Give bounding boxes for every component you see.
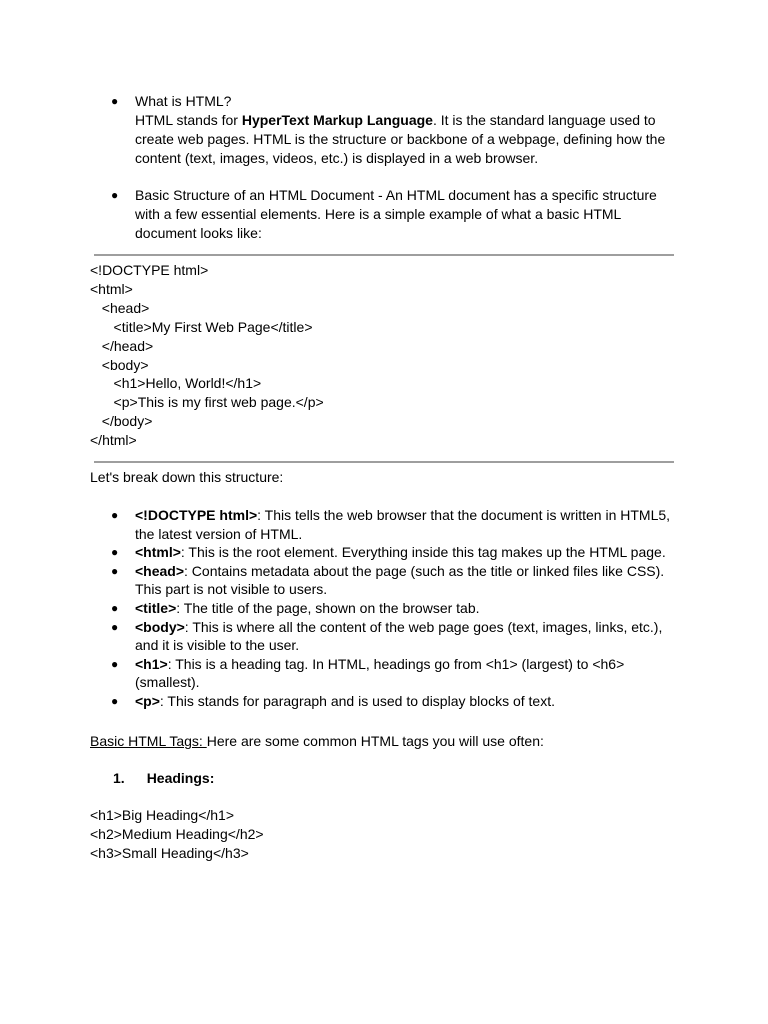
- code-line: <!DOCTYPE html>: [90, 262, 209, 278]
- numbered-item-label: Headings:: [146, 770, 215, 786]
- intro-body-text: HTML stands for: [135, 112, 242, 128]
- bullet-marker: ●: [111, 545, 119, 560]
- list-item: [111, 562, 671, 599]
- intro-body-text: . It is the standard language used to create web pages. HTML is the structure or backbone of a webpage, defining how the content (text, images, videos, etc.) is displayed in a web browser.: [135, 112, 666, 166]
- list-item: [111, 655, 671, 692]
- list-item: [111, 692, 671, 711]
- tag-name: <h1>: [135, 655, 168, 672]
- numbered-item-headings: [113, 769, 214, 788]
- bullet-marker: ●: [111, 508, 119, 522]
- code-line: <h1>Hello, World!</h1>: [98, 375, 262, 391]
- code-line: <h3>Small Heading</h3>: [90, 845, 249, 861]
- bullet-marker: ●: [111, 563, 119, 578]
- tag-description: : This is the root element. Everything inside this tag makes up the HTML page.: [180, 544, 666, 561]
- intro-item-structure: Basic Structure of an HTML Document - An HTML document has a specific structure with a few essential elements. Here is a simple example of what a basic HTML document looks like:: [135, 187, 657, 241]
- bullet-marker: ●: [111, 94, 119, 108]
- tags-section-heading: Basic HTML Tags:: [90, 733, 207, 749]
- tag-description: : This stands for paragraph and is used to display blocks of text.: [159, 692, 555, 709]
- intro-item-what-is-html: [135, 92, 680, 168]
- list-item: [111, 543, 671, 562]
- code-line: </head>: [94, 338, 154, 354]
- tag-name: <title>: [135, 599, 177, 616]
- tag-description: : This is where all the content of the web page goes (text, images, links, etc.), and it is visible to the user.: [135, 618, 663, 654]
- tag-description: : Contains metadata about the page (such as the title or linked files like CSS). This part is not visible to users.: [135, 562, 665, 598]
- list-item: [111, 618, 671, 655]
- divider-bottom: [94, 461, 674, 463]
- bullet-marker: ●: [111, 619, 119, 634]
- code-line: <title>My First Web Page</title>: [98, 319, 313, 335]
- code-line: <head>: [94, 300, 150, 316]
- code-line: <h1>Big Heading</h1>: [90, 807, 235, 823]
- intro-item-body: [135, 111, 680, 168]
- intro-item-title: What is HTML?: [135, 93, 232, 109]
- divider-top: [94, 254, 674, 256]
- tag-description: : This tells the web browser that the document is written in HTML5, the latest version of HTML.: [135, 507, 671, 542]
- list-number: 1.: [113, 770, 125, 786]
- tag-name: <body>: [135, 618, 185, 635]
- tag-name: <html>: [135, 544, 181, 561]
- code-line: <h2>Medium Heading</h2>: [90, 826, 264, 842]
- bullet-marker: ●: [111, 188, 119, 202]
- tags-section-text: Here are some common HTML tags you will use often:: [206, 733, 544, 749]
- breakdown-list: [111, 506, 671, 711]
- list-item: [111, 506, 671, 543]
- tags-section-intro: [90, 732, 544, 751]
- tag-name: <!DOCTYPE html>: [135, 507, 258, 523]
- code-line: <p>This is my first web page.</p>: [98, 394, 324, 410]
- tag-description: : The title of the page, shown on the browser tab.: [176, 599, 480, 616]
- intro-body-bold: HyperText Markup Language: [241, 112, 433, 128]
- tag-description: : This is a heading tag. In HTML, headings go from <h1> (largest) to <h6> (smallest).: [135, 655, 625, 691]
- code-line: <body>: [94, 357, 149, 373]
- code-line: <html>: [90, 281, 133, 297]
- bullet-marker: ●: [111, 693, 119, 708]
- tag-name: <head>: [135, 562, 185, 579]
- bullet-marker: ●: [111, 600, 119, 615]
- list-item: [111, 599, 671, 618]
- breakdown-intro: Let's break down this structure:: [90, 469, 284, 485]
- code-line: </html>: [90, 432, 137, 448]
- code-line: </body>: [94, 413, 153, 429]
- tag-name: <p>: [135, 692, 160, 709]
- bullet-marker: ●: [111, 656, 119, 671]
